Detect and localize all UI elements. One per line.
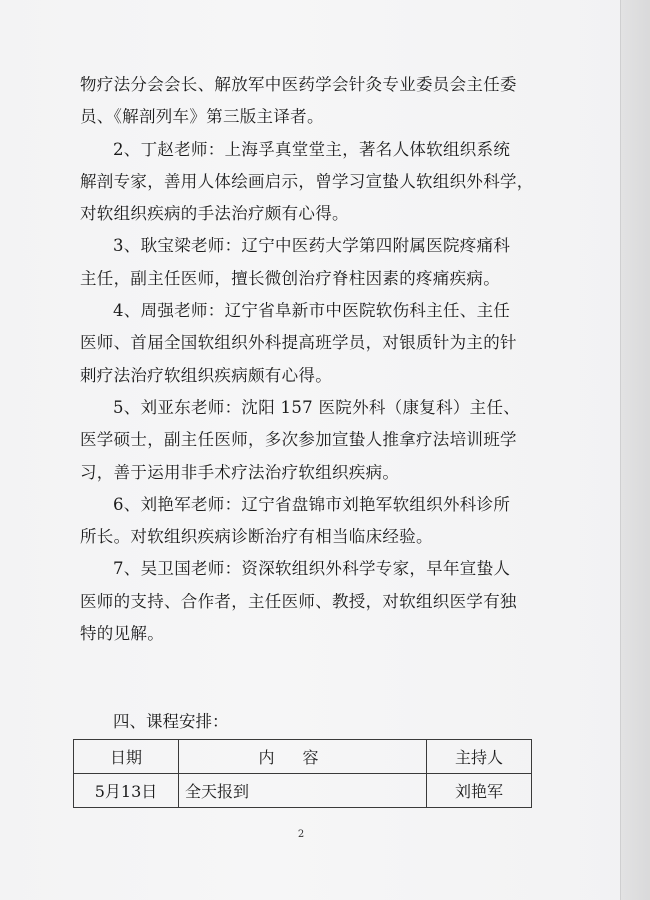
line: 主任，副主任医师，擅长微创治疗脊柱因素的疼痛疾病。 bbox=[80, 268, 500, 288]
header-content: 内容 bbox=[179, 740, 427, 774]
line: 3、耿宝梁老师：辽宁中医药大学第四附属医院疼痛科 bbox=[113, 236, 511, 256]
cell-date: 5月13日 bbox=[74, 774, 179, 808]
paragraph-7 bbox=[80, 553, 580, 650]
paragraph-5 bbox=[80, 392, 580, 489]
line: 习，善于运用非手术疗法治疗软组织疾病。 bbox=[80, 462, 400, 482]
line: 物疗法分会会长、解放军中医药学会针灸专业委员会主任委 bbox=[80, 75, 517, 94]
section-title: 四、课程安排： bbox=[113, 712, 229, 731]
instructor-list bbox=[80, 69, 580, 650]
line: 刺疗法治疗软组织疾病颇有心得。 bbox=[80, 365, 332, 385]
line: 医学硕士，副主任医师，多次参加宣蛰人推拿疗法培训班学 bbox=[80, 430, 517, 450]
cell-content: 全天报到 bbox=[179, 774, 427, 808]
paragraph-1 bbox=[80, 69, 580, 134]
table-header-row bbox=[74, 740, 532, 774]
line: 7、吴卫国老师：资深软组织外科学专家，早年宣蛰人 bbox=[113, 559, 511, 579]
line: 解剖专家，善用人体绘画启示，曾学习宣蛰人软组织外科学， bbox=[80, 171, 534, 191]
line: 医师的支持、合作者，主任医师、教授，对软组织医学有独 bbox=[80, 591, 517, 611]
scan-edge bbox=[620, 0, 650, 900]
paragraph-2 bbox=[80, 134, 580, 231]
line: 员、《解剖列车》第三版主译者。 bbox=[80, 107, 324, 127]
line: 2、丁赵老师：上海孚真堂堂主，著名人体软组织系统 bbox=[113, 139, 511, 159]
paragraph-3 bbox=[80, 230, 580, 295]
paragraph-4 bbox=[80, 295, 580, 392]
page-number: 2 bbox=[297, 829, 305, 840]
line: 4、周强老师：辽宁省阜新市中医院软伤科主任、主任 bbox=[113, 301, 511, 321]
schedule-table bbox=[73, 739, 532, 808]
line: 特的见解。 bbox=[80, 624, 164, 644]
line: 医师、首届全国软组织外科提高班学员，对银质针为主的针 bbox=[80, 333, 517, 353]
paragraph-6 bbox=[80, 489, 580, 554]
line: 对软组织疾病的手法治疗颇有心得。 bbox=[80, 204, 349, 224]
cell-host: 刘艳军 bbox=[427, 774, 532, 808]
line: 5、刘亚东老师：沈阳 157 医院外科（康复科）主任、 bbox=[113, 397, 521, 417]
header-host: 主持人 bbox=[427, 740, 532, 774]
header-date: 日期 bbox=[74, 740, 179, 774]
table-row bbox=[74, 774, 532, 808]
line: 所长。对软组织疾病诊断治疗有相当临床经验。 bbox=[80, 527, 433, 547]
line: 6、刘艳军老师：辽宁省盘锦市刘艳军软组织外科诊所 bbox=[113, 494, 511, 514]
